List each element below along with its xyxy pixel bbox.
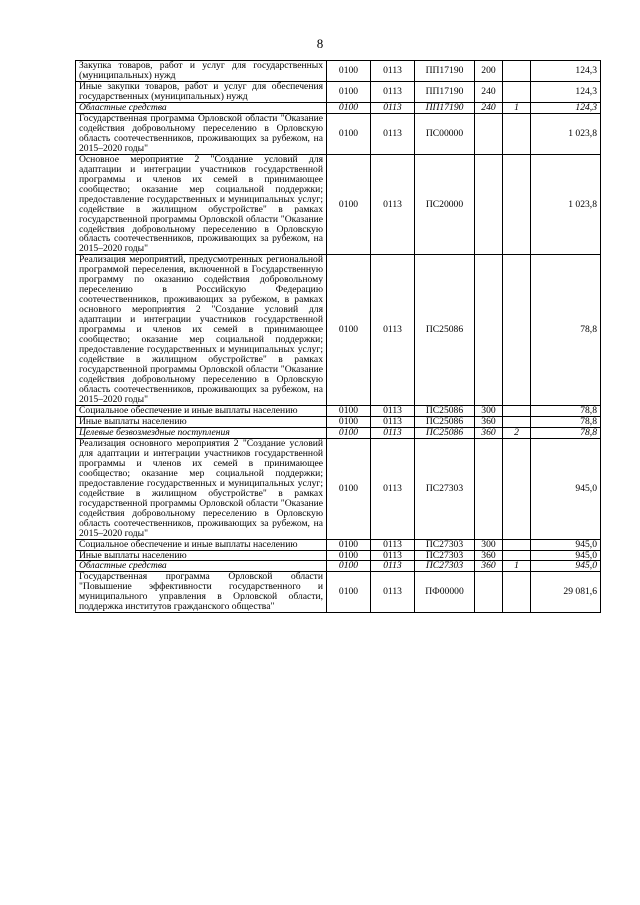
target-article-cell: ПС27303 <box>415 438 475 539</box>
department-code-cell: 0100 <box>327 438 371 539</box>
item-name-cell: Социальное обеспечение и иные выплаты населению <box>76 539 327 550</box>
funding-source-cell <box>503 572 531 613</box>
amount-cell: 1 023,8 <box>531 113 601 154</box>
table-row <box>76 427 601 438</box>
target-article-cell: ПС00000 <box>415 113 475 154</box>
amount-cell: 78,8 <box>531 416 601 427</box>
department-code-cell: 0100 <box>327 550 371 561</box>
amount-cell: 124,3 <box>531 81 601 102</box>
amount-cell: 1 023,8 <box>531 154 601 255</box>
expense-type-cell <box>475 572 503 613</box>
funding-source-cell <box>503 539 531 550</box>
table-row <box>76 61 601 82</box>
department-code-cell: 0100 <box>327 255 371 406</box>
section-code-cell: 0113 <box>371 81 415 102</box>
expense-type-cell: 240 <box>475 81 503 102</box>
expense-type-cell <box>475 154 503 255</box>
funding-source-cell: 1 <box>503 102 531 113</box>
item-name-cell: Социальное обеспечение и иные выплаты населению <box>76 405 327 416</box>
section-code-cell: 0113 <box>371 405 415 416</box>
table-row <box>76 561 601 572</box>
target-article-cell: ПФ00000 <box>415 572 475 613</box>
section-code-cell: 0113 <box>371 438 415 539</box>
department-code-cell: 0100 <box>327 561 371 572</box>
section-code-cell: 0113 <box>371 427 415 438</box>
section-code-cell: 0113 <box>371 561 415 572</box>
item-name-cell: Областные средства <box>76 102 327 113</box>
section-code-cell: 0113 <box>371 255 415 406</box>
target-article-cell: ПС27303 <box>415 550 475 561</box>
department-code-cell: 0100 <box>327 405 371 416</box>
amount-cell: 945,0 <box>531 539 601 550</box>
expense-type-cell <box>475 255 503 406</box>
amount-cell: 78,8 <box>531 255 601 406</box>
target-article-cell: ПС25086 <box>415 405 475 416</box>
expense-type-cell: 360 <box>475 427 503 438</box>
funding-source-cell <box>503 438 531 539</box>
section-code-cell: 0113 <box>371 102 415 113</box>
table-row <box>76 438 601 539</box>
amount-cell: 945,0 <box>531 550 601 561</box>
item-name-cell: Реализация мероприятий, предусмотренных региональной программой переселения, включенной в Государственную программу по оказанию содействия добровольному переселению в Российскую Федерацию соотечественников, проживающих за рубежом, в рамках основного мероприятия 2 "Создание условий для адаптации и интеграции участников государственной программы и членов их семей в принимающее сообщество; оказание мер социальной поддержки; предоставление государственных и муниципальных услуг; содействие в жилищном обустройстве" в рамках государственной программы Орловской области "Оказание содействия добровольному переселению в Орловскую область соотечественников, проживающих за рубежом, на 2015–2020 годы" <box>76 255 327 406</box>
department-code-cell: 0100 <box>327 572 371 613</box>
target-article-cell: ПП17190 <box>415 61 475 82</box>
amount-cell: 124,3 <box>531 102 601 113</box>
item-name-cell: Иные выплаты населению <box>76 550 327 561</box>
expense-type-cell: 360 <box>475 550 503 561</box>
budget-table <box>75 60 601 613</box>
amount-cell: 29 081,6 <box>531 572 601 613</box>
section-code-cell: 0113 <box>371 61 415 82</box>
funding-source-cell <box>503 154 531 255</box>
amount-cell: 124,3 <box>531 61 601 82</box>
funding-source-cell: 2 <box>503 427 531 438</box>
target-article-cell: ПС25086 <box>415 427 475 438</box>
target-article-cell: ПС20000 <box>415 154 475 255</box>
table-row <box>76 416 601 427</box>
item-name-cell: Целевые безвозмездные поступления <box>76 427 327 438</box>
funding-source-cell <box>503 405 531 416</box>
table-row <box>76 255 601 406</box>
item-name-cell: Реализация основного мероприятия 2 "Создание условий для адаптации и интеграции участников государственной программы и членов их семей в принимающее сообщество; оказание мер социальной поддержки; предоставление государственных и муниципальных услуг; содействие в жилищном обустройстве" в рамках государственной программы Орловской области "Оказание содействия добровольному переселению в Орловскую область соотечественников, проживающих за рубежом, на 2015–2020 годы" <box>76 438 327 539</box>
table-row <box>76 550 601 561</box>
section-code-cell: 0113 <box>371 539 415 550</box>
funding-source-cell <box>503 416 531 427</box>
table-row <box>76 81 601 102</box>
section-code-cell: 0113 <box>371 113 415 154</box>
section-code-cell: 0113 <box>371 572 415 613</box>
expense-type-cell: 360 <box>475 416 503 427</box>
table-row <box>76 113 601 154</box>
table-row <box>76 572 601 613</box>
department-code-cell: 0100 <box>327 427 371 438</box>
table-row <box>76 405 601 416</box>
table-row <box>76 102 601 113</box>
amount-cell: 945,0 <box>531 438 601 539</box>
funding-source-cell <box>503 255 531 406</box>
funding-source-cell <box>503 81 531 102</box>
target-article-cell: ПС25086 <box>415 416 475 427</box>
page-number: 8 <box>316 36 324 51</box>
funding-source-cell <box>503 61 531 82</box>
item-name-cell: Иные выплаты населению <box>76 416 327 427</box>
item-name-cell: Иные закупки товаров, работ и услуг для обеспечения государственных (муниципальных) нужд <box>76 81 327 102</box>
section-code-cell: 0113 <box>371 154 415 255</box>
funding-source-cell <box>503 550 531 561</box>
department-code-cell: 0100 <box>327 416 371 427</box>
expense-type-cell: 360 <box>475 561 503 572</box>
expense-type-cell <box>475 113 503 154</box>
amount-cell: 78,8 <box>531 427 601 438</box>
item-name-cell: Областные средства <box>76 561 327 572</box>
item-name-cell: Государственная программа Орловской области "Повышение эффективности государственного и муниципального управления в Орловской области, поддержка институтов гражданского общества" <box>76 572 327 613</box>
target-article-cell: ПП17190 <box>415 102 475 113</box>
amount-cell: 78,8 <box>531 405 601 416</box>
amount-cell: 945,0 <box>531 561 601 572</box>
department-code-cell: 0100 <box>327 113 371 154</box>
expense-type-cell <box>475 438 503 539</box>
expense-type-cell: 300 <box>475 539 503 550</box>
section-code-cell: 0113 <box>371 416 415 427</box>
item-name-cell: Основное мероприятие 2 "Создание условий для адаптации и интеграции участников государственной программы и членов их семей в принимающее сообщество; оказание мер социальной поддержки; предоставление государственных и муниципальных услуг; содействие в жилищном обустройстве" в рамках государственной программы Орловской области "Оказание содействия добровольному переселению в Орловскую область соотечественников, проживающих за рубежом, на 2015–2020 годы" <box>76 154 327 255</box>
department-code-cell: 0100 <box>327 61 371 82</box>
budget-table-body <box>76 61 601 613</box>
funding-source-cell <box>503 113 531 154</box>
department-code-cell: 0100 <box>327 81 371 102</box>
table-row <box>76 539 601 550</box>
department-code-cell: 0100 <box>327 539 371 550</box>
target-article-cell: ПС27303 <box>415 561 475 572</box>
target-article-cell: ПП17190 <box>415 81 475 102</box>
item-name-cell: Закупка товаров, работ и услуг для государственных (муниципальных) нужд <box>76 61 327 82</box>
expense-type-cell: 240 <box>475 102 503 113</box>
department-code-cell: 0100 <box>327 102 371 113</box>
expense-type-cell: 300 <box>475 405 503 416</box>
funding-source-cell: 1 <box>503 561 531 572</box>
target-article-cell: ПС25086 <box>415 255 475 406</box>
item-name-cell: Государственная программа Орловской области "Оказание содействия добровольному переселению в Орловскую область соотечественников, проживающих за рубежом, на 2015–2020 годы" <box>76 113 327 154</box>
section-code-cell: 0113 <box>371 550 415 561</box>
expense-type-cell: 200 <box>475 61 503 82</box>
department-code-cell: 0100 <box>327 154 371 255</box>
target-article-cell: ПС27303 <box>415 539 475 550</box>
table-row <box>76 154 601 255</box>
